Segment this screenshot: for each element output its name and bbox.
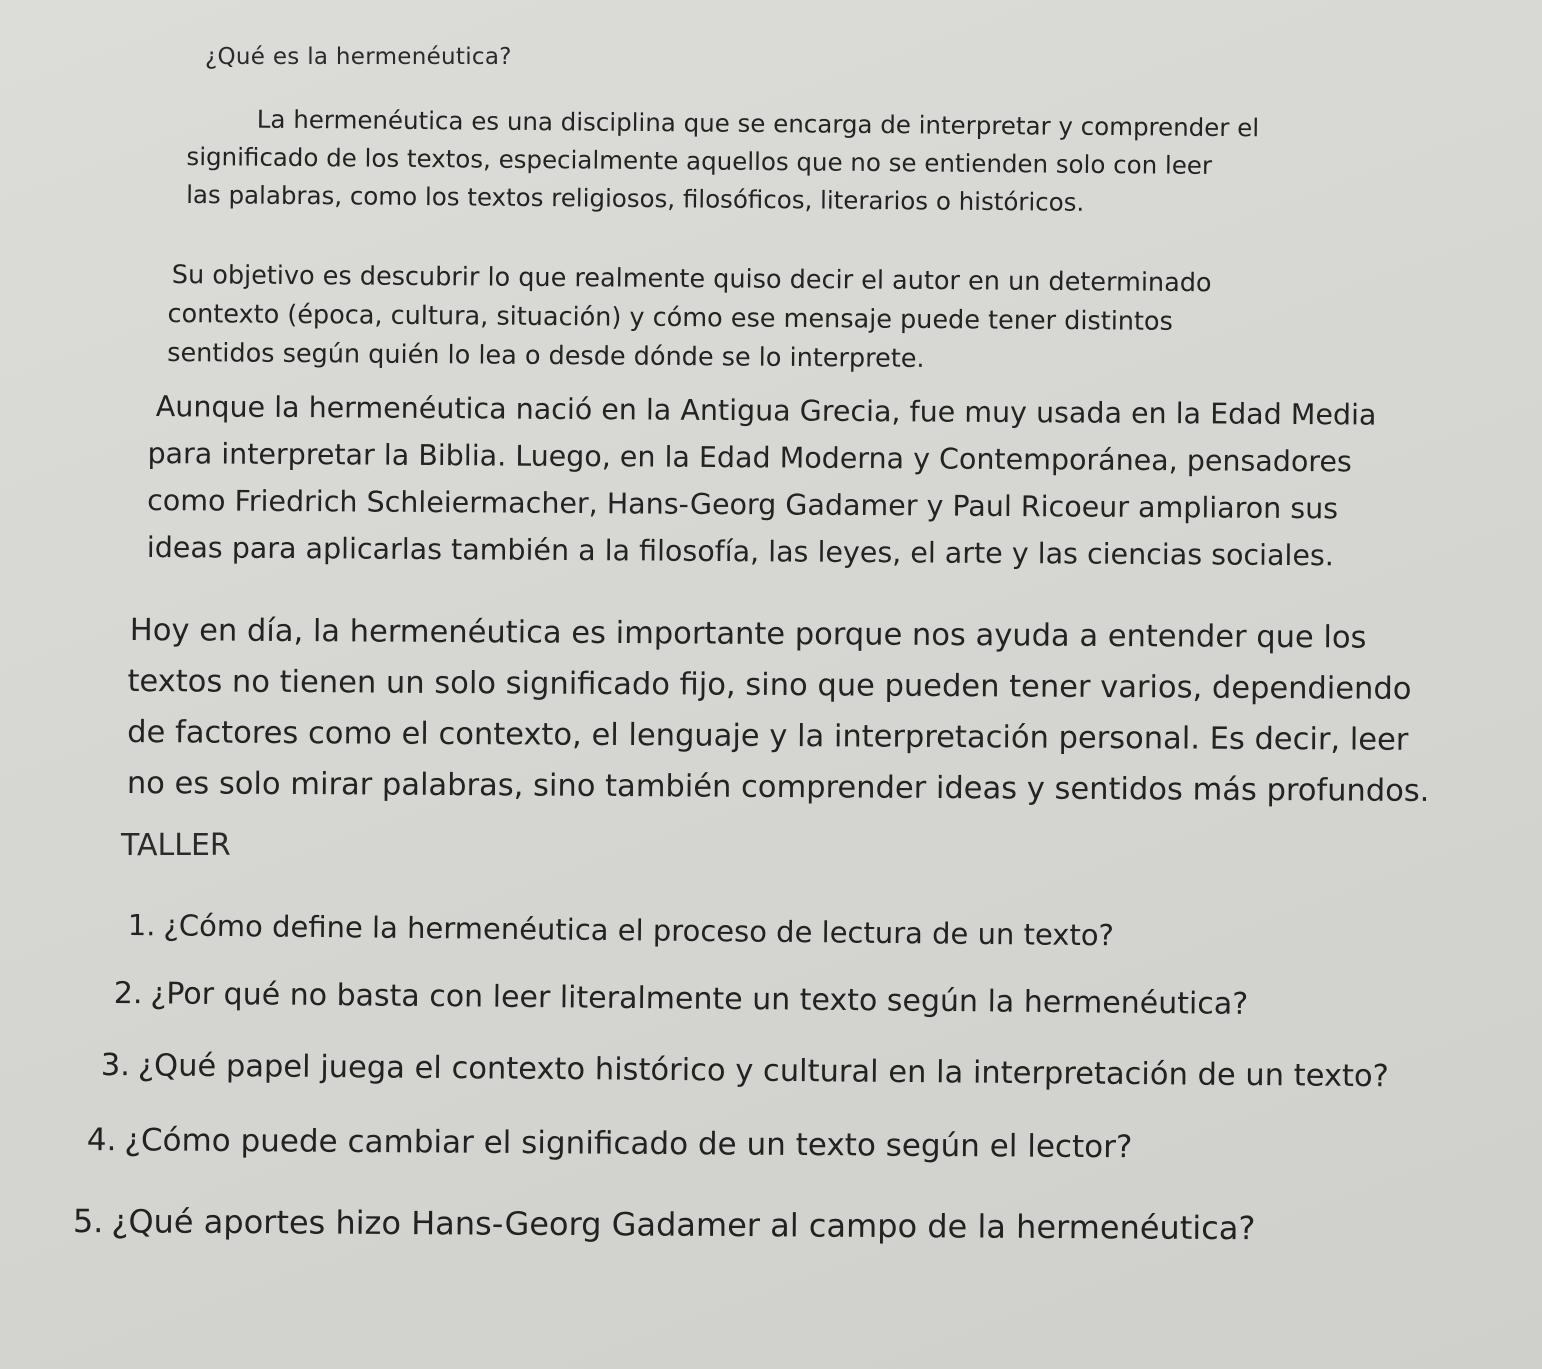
question-text: ¿Cómo puede cambiar el significado de un texto según el lector? [124,1122,1133,1166]
question-text: ¿Qué papel juega el contexto histórico y cultural en la interpretación de un texto? [137,1048,1389,1095]
paragraph-line: Hoy en día, la hermenéutica es importante porque nos ayuda a entender que los [129,613,1367,656]
document-title: ¿Qué es la hermenéutica? [205,44,512,70]
paragraph-line: textos no tienen un solo significado fijo, sino que pueden tener varios, dependiendo [127,663,1412,707]
paragraph-history [147,383,1377,580]
workshop-question [114,976,1249,1022]
paragraph-line: como Friedrich Schleiermacher, Hans-Georg Gadamer y Paul Ricoeur ampliaron sus [147,483,1339,526]
question-number: 5. [72,1202,104,1241]
workshop-question [73,1202,1256,1247]
paragraph-definition [186,100,1259,223]
question-number: 4. [86,1122,117,1159]
question-text: ¿Cómo define la hermenéutica el proceso de lectura de un texto? [163,908,1115,953]
workshop-heading: TALLER [121,828,231,863]
workshop-question [101,1048,1389,1094]
paragraph-line: para interpretar la Biblia. Luego, en la Edad Moderna y Contemporánea, pensadores [147,436,1352,479]
paragraph-line: Su objetivo es descubrir lo que realmente quiso decir el autor en un determinado [171,260,1212,299]
question-number: 2. [113,976,143,1012]
question-number: 3. [100,1048,131,1084]
workshop-question [87,1122,1133,1165]
paragraph-objective [167,256,1212,381]
question-text: ¿Qué aportes hizo Hans-Georg Gadamer al campo de la hermenéutica? [111,1202,1256,1248]
paragraph-line: no es solo mirar palabras, sino también comprender ideas y sentidos más profundos. [126,765,1430,809]
paragraph-line: de factores como el contexto, el lenguaje y la interpretación personal. Es decir, leer [127,714,1409,758]
paragraph-line: La hermenéutica es una disciplina que se encarga de interpretar y comprender el [256,104,1260,143]
paragraph-line: Aunque la hermenéutica nació en la Antigua Grecia, fue muy usada en la Edad Media [155,390,1377,432]
paragraph-line: sentidos según quién lo lea o desde dónde se lo interprete. [167,337,925,374]
paragraph-importance [127,605,1431,817]
question-number: 1. [127,908,156,943]
paragraph-line: contexto (época, cultura, situación) y cómo ese mensaje puede tener distintos [167,298,1174,337]
question-text: ¿Por qué no basta con leer literalmente un texto según la hermenéutica? [150,976,1249,1022]
paragraph-line: significado de los textos, especialmente aquellos que no se entienden solo con leer [186,141,1213,180]
paragraph-line: ideas para aplicarlas también a la filosofía, las leyes, el arte y las ciencias sociales. [146,530,1334,573]
paragraph-line: las palabras, como los textos religiosos, filosóficos, literarios o históricos. [186,179,1085,217]
workshop-question [128,908,1114,952]
